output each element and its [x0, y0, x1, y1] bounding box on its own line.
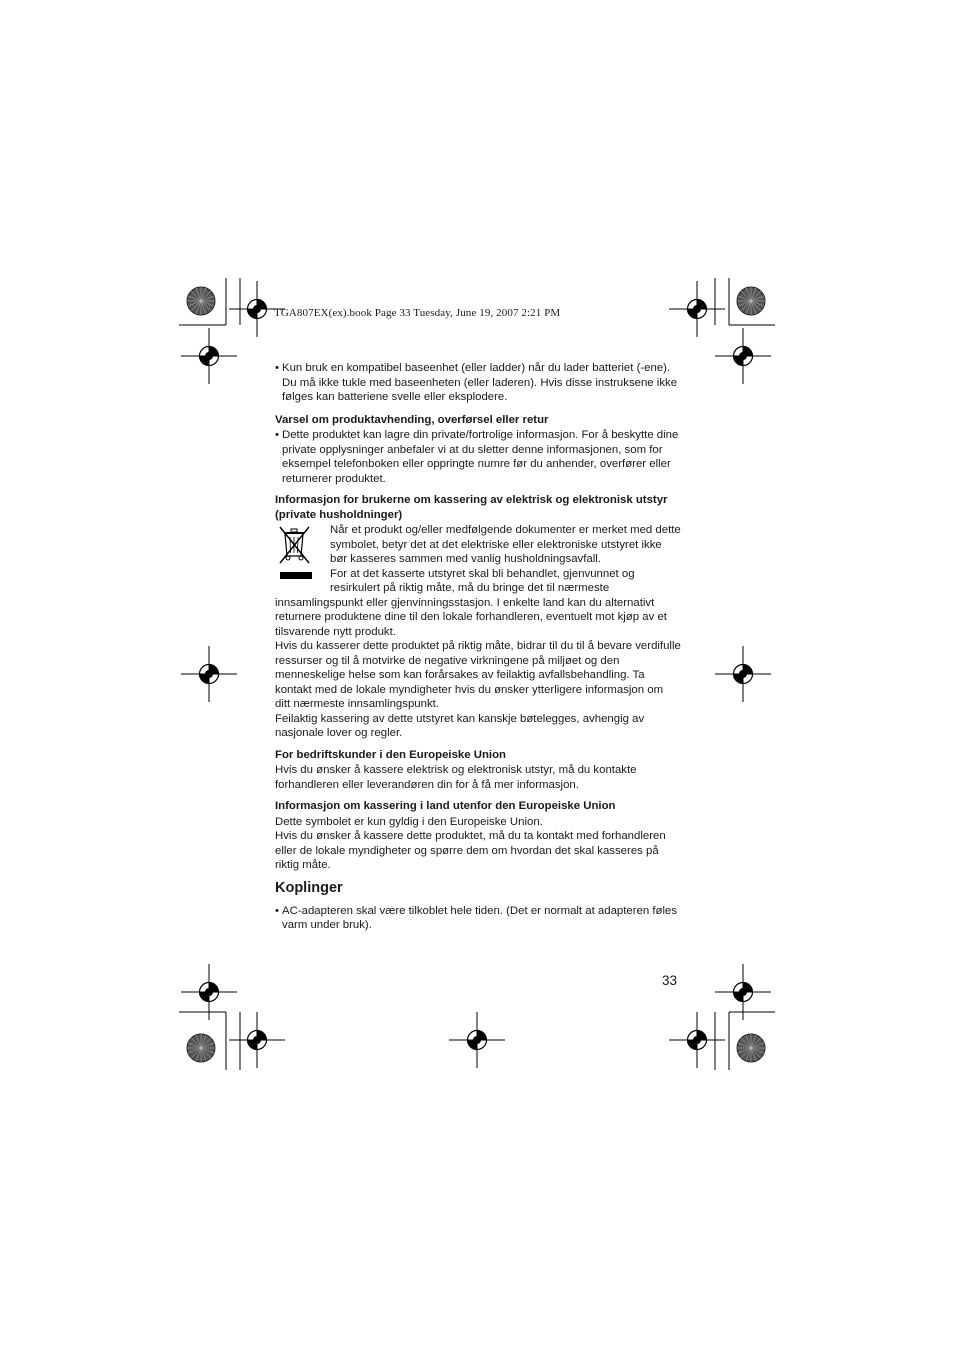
registration-crosshair-icon — [181, 646, 237, 702]
page-number: 33 — [662, 973, 678, 988]
list-item — [275, 428, 681, 486]
privacy-warning-text: Dette produktet kan lagre din private/fortrolige informasjon. For å beskytte dine private opplysninger anbefaler vi at du sletter denne informasjonen, som for eksempel telefonboken eller oppringte numre før du anhender, overfører eller returnerer produktet. — [282, 429, 679, 485]
registration-crosshair-icon — [449, 1012, 505, 1068]
weee-disposal-text-cont: innsamlingspunkt eller gjenvinningsstasjon. I enkelte land kan du alternativt returnere produktene dine til den lokale forhandleren, eventuelt mot kjøp av et tilsvarende nytt produkt. — [275, 596, 667, 638]
starburst-target-icon — [737, 1034, 765, 1062]
section-heading-bedrift: For bedriftskunder i den Europeiske Union — [275, 748, 507, 761]
weee-symbol-text: Når et produkt og/eller medfølgende dokumenter er merket med dette symbolet, betyr det at det elektriske eller elektroniske utstyret ikke bør kasseres sammen med vanlig husholdningsavfall. — [330, 524, 681, 565]
outside-eu-text-1: Dette symbolet er kun gyldig i den Europeiske Union. — [275, 815, 543, 828]
starburst-target-icon — [187, 287, 215, 315]
bullet-glyph: • — [275, 429, 279, 441]
section-heading-info-brukere: Informasjon for brukerne om kassering av elektrisk og elektronisk utstyr (private husholdninger) — [275, 494, 668, 521]
file-info-header: TGA807EX(ex).book Page 33 Tuesday, June 19, 2007 2:21 PM — [274, 307, 561, 319]
starburst-target-icon — [737, 287, 765, 315]
registration-crosshair-icon — [715, 646, 771, 702]
registration-crosshair-icon — [229, 1012, 285, 1068]
section-heading-varsel: Varsel om produktavhending, overførsel eller retur — [275, 413, 549, 426]
registration-crosshair-icon — [715, 328, 771, 384]
battery-warning-text: Kun bruk en kompatibel baseenhet (eller ladder) når du lader batteriet (-ene). Du må ikke tukle med baseenheten (eller laderen). Hvis disse instruksene ikke følges kan batteriene svelle eller eksplodere. — [282, 362, 678, 403]
outside-eu-text-2: Hvis du ønsker å kassere dette produktet, må du ta kontakt med forhandleren eller de lokale myndigheter og spørre dem om hvordan det skal kasseres på riktig måte. — [275, 830, 666, 871]
registration-crosshair-icon — [181, 328, 237, 384]
registration-crosshair-icon — [669, 281, 725, 337]
section-heading-utenfor: Informasjon om kassering i land utenfor den Europeiske Union — [275, 800, 616, 812]
weee-penalty-text: Feilaktig kassering av dette utstyret kan kanskje bøtelegges, avhengig av nasjonale lover og regler. — [275, 712, 645, 739]
starburst-target-icon — [187, 1034, 215, 1062]
business-text: Hvis du ønsker å kassere elektrisk og elektronisk utstyr, må du kontakte forhandleren eller leverandøren din for å få mer informasjon. — [275, 764, 637, 791]
list-item — [275, 904, 681, 933]
crossed-out-wheelie-bin-icon — [275, 523, 330, 596]
section-heading-koplinger: Koplinger — [275, 879, 343, 896]
page-content — [275, 361, 681, 933]
weee-benefit-text: Hvis du kasserer dette produktet på riktig måte, bidrar til du til å bevare verdifulle ressurser og til å motvirke de negative virkningene på miljøet og den menneskelige helse som kan forårsakes av feilaktig avfallsbehandling. Ta kontakt med de lokale myndigheter hvis du ønsker ytterligere informasjon om ditt nærmeste innsamlingspunkt. — [275, 640, 681, 710]
weee-block — [275, 523, 681, 596]
bullet-glyph: • — [275, 904, 279, 917]
bullet-glyph: • — [275, 362, 279, 374]
registration-crosshair-icon — [669, 1012, 725, 1068]
weee-disposal-text: For at det kasserte utstyret skal bli behandlet, gjenvunnet og resirkulert på riktig måte, må du bringe det til nærmeste — [330, 567, 635, 594]
list-item — [275, 361, 681, 405]
adapter-text: AC-adapteren skal være tilkoblet hele tiden. (Det er normalt at adapteren føles varm under bruk). — [282, 904, 678, 931]
